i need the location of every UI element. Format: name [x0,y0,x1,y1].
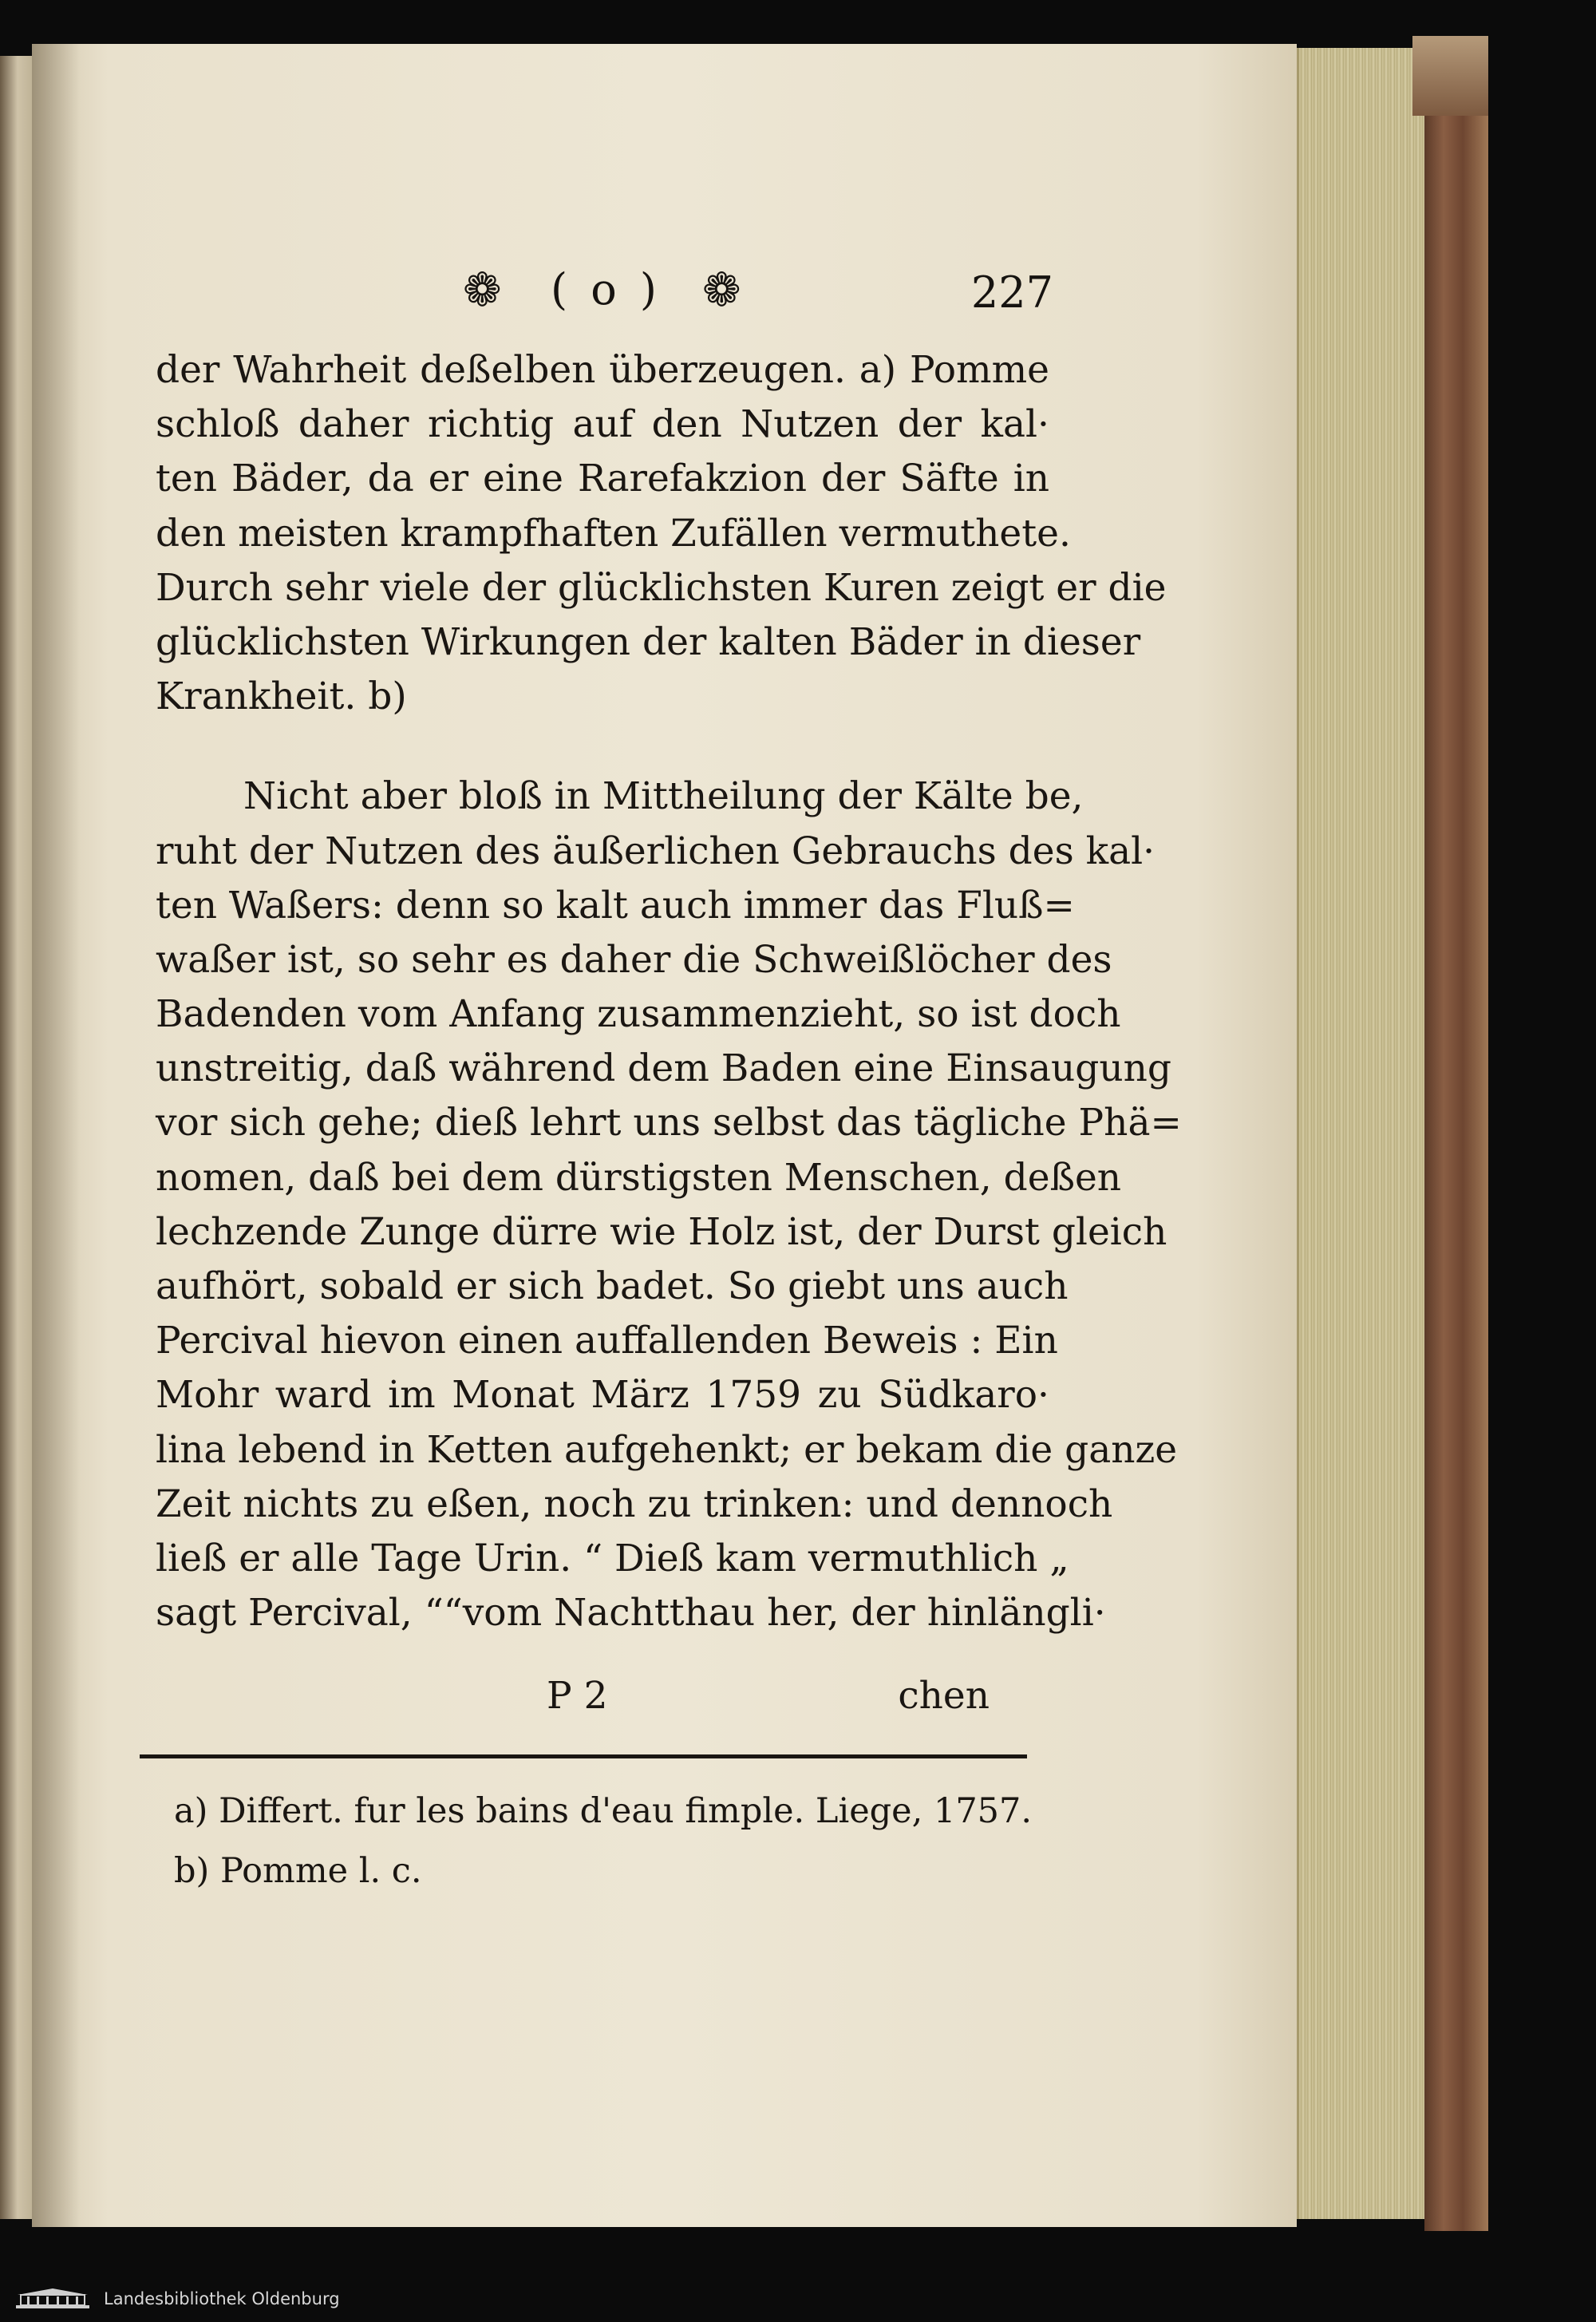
text-line: Krankheit. b) [156,674,407,719]
text-line: Durch sehr viele der glücklichsten Kuren zeigt er die [156,565,1167,610]
printer-signature: P 2 [547,1674,608,1718]
text-line: glücklichsten Wirkungen der kalten Bäder in dieser [156,619,1141,664]
ornament-right-icon: ❁ [702,263,741,317]
text-line: sagt Percival, ““vom Nachtthau her, der hinlängli· [156,1591,1106,1636]
header-signature-mark: ( o ) [551,264,662,314]
footnotes [174,1782,1068,1901]
text-line: Badenden vom Anfang zusammenzieht, so ist doch [156,992,1121,1037]
text-line: der Wahrheit deßelben überzeugen. a) Pomme [156,348,1049,392]
text-line: unstreitig, daß während dem Baden eine Einsaugung [156,1046,1171,1091]
catchword: chen [898,1674,990,1718]
text-line: Percival hievon einen auffallenden Beweis : Ein [156,1319,1058,1363]
book-cover-edge [1424,36,1488,2231]
text-line: Zeit nichts zu eßen, noch zu trinken: und dennoch [156,1481,1113,1526]
signature-line [156,1668,1049,1724]
footnote-a: a) Differt. fur les bains d'eau fimple. Liege, 1757. [174,1791,1033,1831]
text-line: lechzende Zunge dürre wie Holz ist, der Durst gleich [156,1209,1167,1254]
page-number: 227 [970,267,1053,318]
ornament-left-icon: ❁ [463,263,502,317]
text-line: ruht der Nutzen des äußerlichen Gebrauchs des kal· [156,829,1156,873]
text-line: lina lebend in Ketten aufgehenkt; er bekam die ganze [156,1427,1178,1472]
gutter-shadow [32,44,80,2227]
text-line: aufhört, sobald er sich badet. So giebt uns auch [156,1264,1069,1308]
library-building-icon [14,2288,91,2310]
text-line: ließ er alle Tage Urin. “ Dieß kam vermuthlich „ [156,1536,1069,1580]
page-header [447,254,1053,326]
library-name: Landesbibliothek Oldenburg [104,2289,340,2308]
text-line: ten Bäder, da er eine Rarefakzion der Säfte in [156,457,1049,501]
text-line: Nicht aber bloß in Mittheilung der Kälte be, [243,774,1084,819]
text-line: waßer ist, so sehr es daher die Schweißlöcher des [156,937,1112,982]
text-line: den meisten krampfhaften Zufällen vermuthete. [156,511,1071,556]
footnote-b: b) Pomme l. c. [174,1851,422,1891]
left-page-edge [0,56,32,2219]
text-line: Mohr ward im Monat März 1759 zu Südkaro· [156,1373,1049,1418]
footnote-rule [140,1754,1027,1758]
body-text [156,343,1182,1640]
text-line: nomen, daß bei dem dürstigsten Menschen, deßen [156,1155,1122,1200]
text-line: ten Waßers: denn so kalt auch immer das Fluß= [156,883,1075,928]
page-stack-edge [1297,48,1427,2219]
text-line: vor sich gehe; dieß lehrt uns selbst das tägliche Phä= [156,1101,1182,1145]
paragraph-gap [156,724,1049,769]
footer-bar [0,2283,559,2315]
book-cover-corner [1412,36,1488,116]
text-line: schloß daher richtig auf den Nutzen der kal· [156,402,1049,447]
